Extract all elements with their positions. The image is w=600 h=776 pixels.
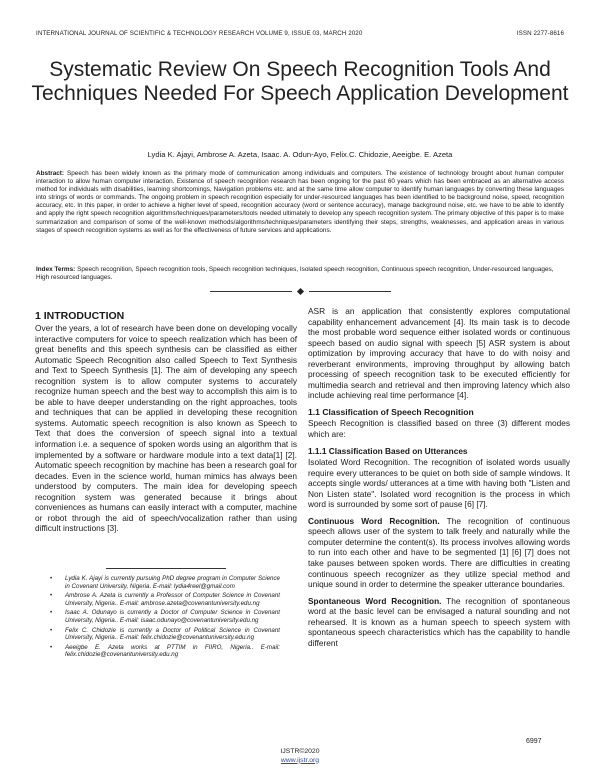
footnote-text: Ambrose A. Azeta is currently a Professor of Computer Science in Covenant University, Nigeria.. E-mail: ambrose.azeta@covenantuniversity.edu.ng (65, 592, 280, 607)
author-footnotes (50, 575, 280, 661)
subsection-heading-classification: 1.1 Classification of Speech Recognition (308, 406, 474, 417)
diamond-icon (296, 287, 303, 294)
left-column (35, 306, 297, 540)
footnote-item (50, 575, 280, 590)
abstract (36, 170, 564, 235)
classification-paragraph: Speech Recognition is classified based on three (3) different modes which are: (308, 418, 570, 440)
index-terms-text: Speech recognition, Speech recognition tools, Speech recognition techniques, Isolated speech recognition, Continuous speech recognition, Under-resourced languages, High resourced languages. (36, 266, 554, 282)
asr-paragraph: ASR is an application that consistently explores computational capability enhancement advancement [4]. Its main task is to decode the most probable word sequence either isolated words or continuous speech based on audio signal with speech [5] ASR system is about optimization by improving accuracy that have to do with noisy and reverberant environments, improving throughput by allowing batch processing of speech recognition task to be executed efficiently for multimedia search and retrieval and then improving latency which also include achieving real time performance [4]. (308, 306, 570, 401)
isolated-word-paragraph: Isolated Word Recognition. The recognition of isolated words usually require every utterances to be quiet on both side of sample windows. It accepts single words/ utterances at a time with having both "Listen and Non Listen state". Isolated word recognition is the process in which word is surrounded by some sort of pause [6] [7]. (308, 457, 570, 510)
continuous-word-paragraph (308, 516, 570, 590)
footnote-text: Isaac A. Odunayo is currently a Doctor of Computer Science in Covenant University, Nigeria.. E-mail: isaac.odunayo@covenantuniversity.edu.ng (65, 609, 280, 624)
issn-header: ISSN 2277-8616 (516, 30, 564, 37)
bullet-icon: • (50, 592, 53, 600)
bullet-icon: • (50, 609, 53, 617)
footnote-item (50, 644, 280, 659)
divider-line-right (309, 291, 391, 292)
author-list: Lydia K. Ajayi, Ambrose A. Azeta, Isaac. A. Odun-Ayo, Felix.C. Chidozie, Aeeigbe. E. Azeta (147, 150, 453, 159)
footnote-text: Aeeigbe E. Azeta works at PTTIM in FIIRO, Nigeria.. E-mail: felix.chidozie@covenantuniversity.edu.ng (65, 643, 280, 659)
abstract-text: Speech has been widely known as the primary mode of communication among individuals and computers. The existence of technology brought about human computer interaction to allow human computer interaction. Existence of speech recognition research has been ongoing for the past 60 years which has been embraced as an alternative access method for individuals with disabilities, learning shortcomings, Navigation problems etc. and at the same time allow computer to identify human languages by converting these languages into strings of words or commands. The ongoing problem in speech recognition especially for under-resourced languages has been identified to be background noise, speed, recognition accuracy, etc. In this paper, in order to achieve a higher level of speed, recognition accuracy (word or sentence accuracy), manage background noise, etc. we have to be able to identify and apply the right speech recognition algorithms/techniques/parameters/tools needed ultimately to develop any speech recognition system. The primary objective of this paper is to make summarization and comparison of some of the well-known methods/algorithms/techniques/parameters identifying their steps, strengths, weaknesses, and application areas in various stages of speech recognition systems as well as for the effectiveness of future services and applications. (36, 170, 564, 234)
bullet-icon: • (50, 575, 53, 582)
paper-title: Systematic Review On Speech Recognition Tools And Techniques Needed For Speech Application Development (31, 58, 569, 105)
right-column (308, 306, 570, 654)
copyright-text: IJSTR©2020 (280, 748, 320, 755)
page-footer (0, 748, 600, 765)
subsubsection-heading-utterances: 1.1.1 Classification Based on Utterances (308, 445, 468, 456)
journal-website-link[interactable]: www.ijstr.org (280, 756, 320, 764)
spontaneous-word-label: Spontaneous Word Recognition. (308, 595, 442, 606)
bullet-icon: • (50, 643, 53, 651)
index-terms (36, 266, 564, 282)
running-header (36, 30, 564, 37)
spontaneous-word-paragraph (308, 596, 570, 649)
intro-paragraph: Over the years, a lot of research have been done on developing vocally interactive computers for voice to speech realization which has been of great benefits and this speech synthesis can be classified as either Automatic Speech Recognition also called Speech to Text Synthesis and Text to Speech Synthesis [1]. The aim of developing any speech recognition system is to allow computer systems to accurately recognize human speech and the best way to accomplish this aim is to be able to have deeper understanding on the right approaches, tools and techniques that can be applied in developing these recognition systems. Automatic speech recognition is also known as Speech to Text that does the conversion of speech signal into a textual information i.e. a sequence of spoken words using an algorithm that is implemented by a software or hardware module into a text data[1] [2]. Automatic speech recognition by machine has been a research goal for decades. Even in the science world, human mimics has always been understood by computers. The main idea for developing speech recognition system was generated because it brings about conveniences as humans can easily interact with a computer, machine or robot through the aid of speech/vocalization rather than using difficult instructions [3]. (35, 323, 297, 534)
continuous-word-text: The recognition of continuous speech allows user of the system to talk freely and naturally while the computer determine the content(s). Its process involves allowing words to run into each other and have to be segmented [1] [6] [7] does not take pauses between spoken words. There are difficulties in creating continuous speech recognizer as they utilize special method and unique sound in order to determine the speaker utterance boundaries. (308, 515, 570, 590)
footnote-item (50, 627, 280, 642)
footnote-item (50, 609, 280, 624)
footnote-text: Lydia K. Ajayi is currently pursuing PhD degree program in Computer Science in Covenant University, Nigeria. E-mail: lydia4reel@gmail.com (65, 575, 280, 590)
divider-line-left (210, 291, 292, 292)
continuous-word-label: Continuous Word Recognition. (308, 515, 440, 526)
spontaneous-word-text: The recognition of spontaneous word at the basic level can be envisaged a natural sounding and not rehearsed. It is known as a human speech to speech system with spontaneous speech characteristics which has the capability to handle different (308, 595, 570, 648)
footnote-item (50, 592, 280, 607)
section-heading-introduction: 1 INTRODUCTION (35, 310, 125, 322)
bullet-icon: • (50, 626, 53, 634)
page-number: 6997 (526, 738, 542, 745)
footnote-text: Felix C. Chidozie is currently a Doctor of Political Science in Covenant University, Nigeria.. E-mail: felix.chidozie@covenantuniversity.edu.ng (65, 626, 280, 642)
journal-header: INTERNATIONAL JOURNAL OF SCIENTIFIC & TECHNOLOGY RESEARCH VOLUME 9, ISSUE 03, MARCH 2020 (36, 30, 363, 37)
index-terms-label: Index Terms: (36, 266, 76, 273)
section-divider (200, 286, 400, 296)
abstract-label: Abstract: (36, 170, 65, 177)
footnote-rule (106, 568, 226, 569)
